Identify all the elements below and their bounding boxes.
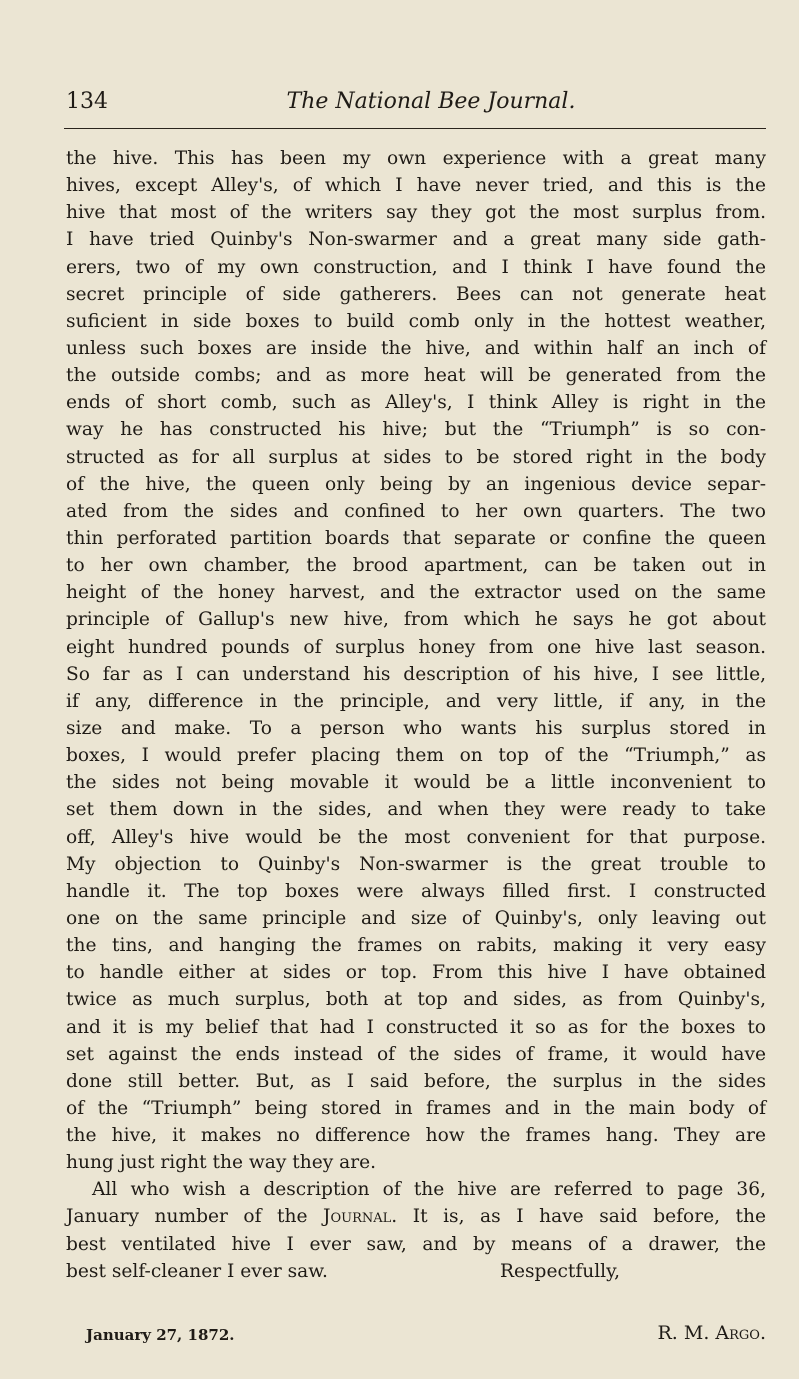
- text-line: set them down in the sides, and when they were ready to take: [66, 799, 766, 821]
- running-header: [66, 84, 766, 120]
- text-line: and it is my belief that had I constructed it so as for the boxes to: [66, 1016, 766, 1038]
- text-line: done still better. But, as I said before, the surplus in the sides: [66, 1070, 766, 1092]
- text-line: twice as much surplus, both at top and sides, as from Quinby's,: [66, 989, 766, 1011]
- text-line: secret principle of side gatherers. Bees can not generate heat: [66, 283, 766, 305]
- text-line: principle of Gallup's new hive, from which he says he got about: [66, 609, 766, 631]
- page-number: 134: [66, 89, 108, 114]
- text-line: height of the honey harvest, and the extractor used on the same: [66, 582, 766, 604]
- article-body: [66, 145, 766, 1285]
- text-line: the tins, and hanging the frames on rabits, making it very easy: [66, 935, 766, 957]
- header-rule: [64, 128, 766, 129]
- valediction: Respectfully,: [500, 1260, 621, 1282]
- text-fragment: It is, as I have said before, the: [397, 1206, 766, 1228]
- text-line: [66, 1203, 766, 1230]
- text-line: way he has constructed his hive; but the “Triumph” is so con-: [66, 419, 766, 441]
- journal-title: The National Bee Journal.: [286, 89, 576, 114]
- author-surname: Argo.: [715, 1322, 766, 1344]
- text-line: size and make. To a person who wants his surplus stored in: [66, 717, 766, 739]
- text-line: set against the ends instead of the sides of frame, it would have: [66, 1043, 766, 1065]
- text-line: if any, difference in the principle, and very little, if any, in the: [66, 690, 766, 712]
- text-line: erers, two of my own construction, and I think I have found the: [66, 256, 766, 278]
- text-line: suficient in side boxes to build comb only in the hottest weather,: [66, 310, 766, 332]
- text-line: ends of short comb, such as Alley's, I think Alley is right in the: [66, 392, 766, 414]
- text-line: of the “Triumph” being stored in frames and in the main body of: [66, 1097, 766, 1119]
- text-line: hung just right the way they are.: [66, 1152, 377, 1174]
- paragraph-2: [66, 1176, 766, 1285]
- text-line: All who wish a description of the hive are referred to page 36,: [92, 1179, 766, 1201]
- text-line: the hive. This has been my own experience with a great many: [66, 148, 766, 169]
- text-line: one on the same principle and size of Quinby's, only leaving out: [66, 907, 766, 929]
- text-line: I have tried Quinby's Non-swarmer and a great many side gath-: [66, 229, 766, 251]
- text-line: the sides not being movable it would be a little inconvenient to: [66, 772, 766, 794]
- text-line: to handle either at sides or top. From this hive I have obtained: [66, 962, 766, 984]
- text-line: ated from the sides and confined to her own quarters. The two: [66, 500, 766, 522]
- text-line: off, Alley's hive would be the most convenient for that purpose.: [66, 826, 766, 848]
- text-line: best ventilated hive I ever saw, and by means of a drawer, the: [66, 1233, 766, 1255]
- signoff: [66, 1322, 766, 1352]
- text-line: eight hundred pounds of surplus honey from one hive last season.: [66, 636, 766, 658]
- text-line: So far as I can understand his description of his hive, I see little,: [66, 663, 766, 685]
- author-initials: R. M.: [657, 1322, 716, 1344]
- paragraph-1: [66, 145, 766, 1176]
- text-fragment: best self-cleaner I ever saw.: [66, 1260, 328, 1282]
- text-line: to her own chamber, the brood apartment, can be taken out in: [66, 555, 766, 577]
- text-line: My objection to Quinby's Non-swarmer is the great trouble to: [66, 853, 766, 875]
- author-signature: [657, 1322, 766, 1344]
- text-line: thin perforated partition boards that separate or confine the queen: [66, 527, 766, 549]
- text-line: handle it. The top boxes were always filled first. I constructed: [66, 880, 766, 902]
- text-fragment: January number of the: [66, 1206, 324, 1228]
- journal-name: Journal.: [323, 1206, 398, 1228]
- letter-date: January 27, 1872.: [86, 1326, 235, 1344]
- text-line: unless such boxes are inside the hive, and within half an inch of: [66, 337, 766, 359]
- text-line: hive that most of the writers say they got the most surplus from.: [66, 202, 766, 224]
- closing-line: [66, 1258, 766, 1285]
- text-line: the outside combs; and as more heat will be generated from the: [66, 365, 766, 387]
- text-line: the hive, it makes no difference how the frames hang. They are: [66, 1125, 766, 1147]
- text-line: hives, except Alley's, of which I have never tried, and this is the: [66, 175, 766, 197]
- text-line: boxes, I would prefer placing them on top of the “Triumph,” as: [66, 745, 766, 767]
- text-line: of the hive, the queen only being by an ingenious device separ-: [66, 473, 766, 495]
- text-line: structed as for all surplus at sides to be stored right in the body: [66, 446, 766, 468]
